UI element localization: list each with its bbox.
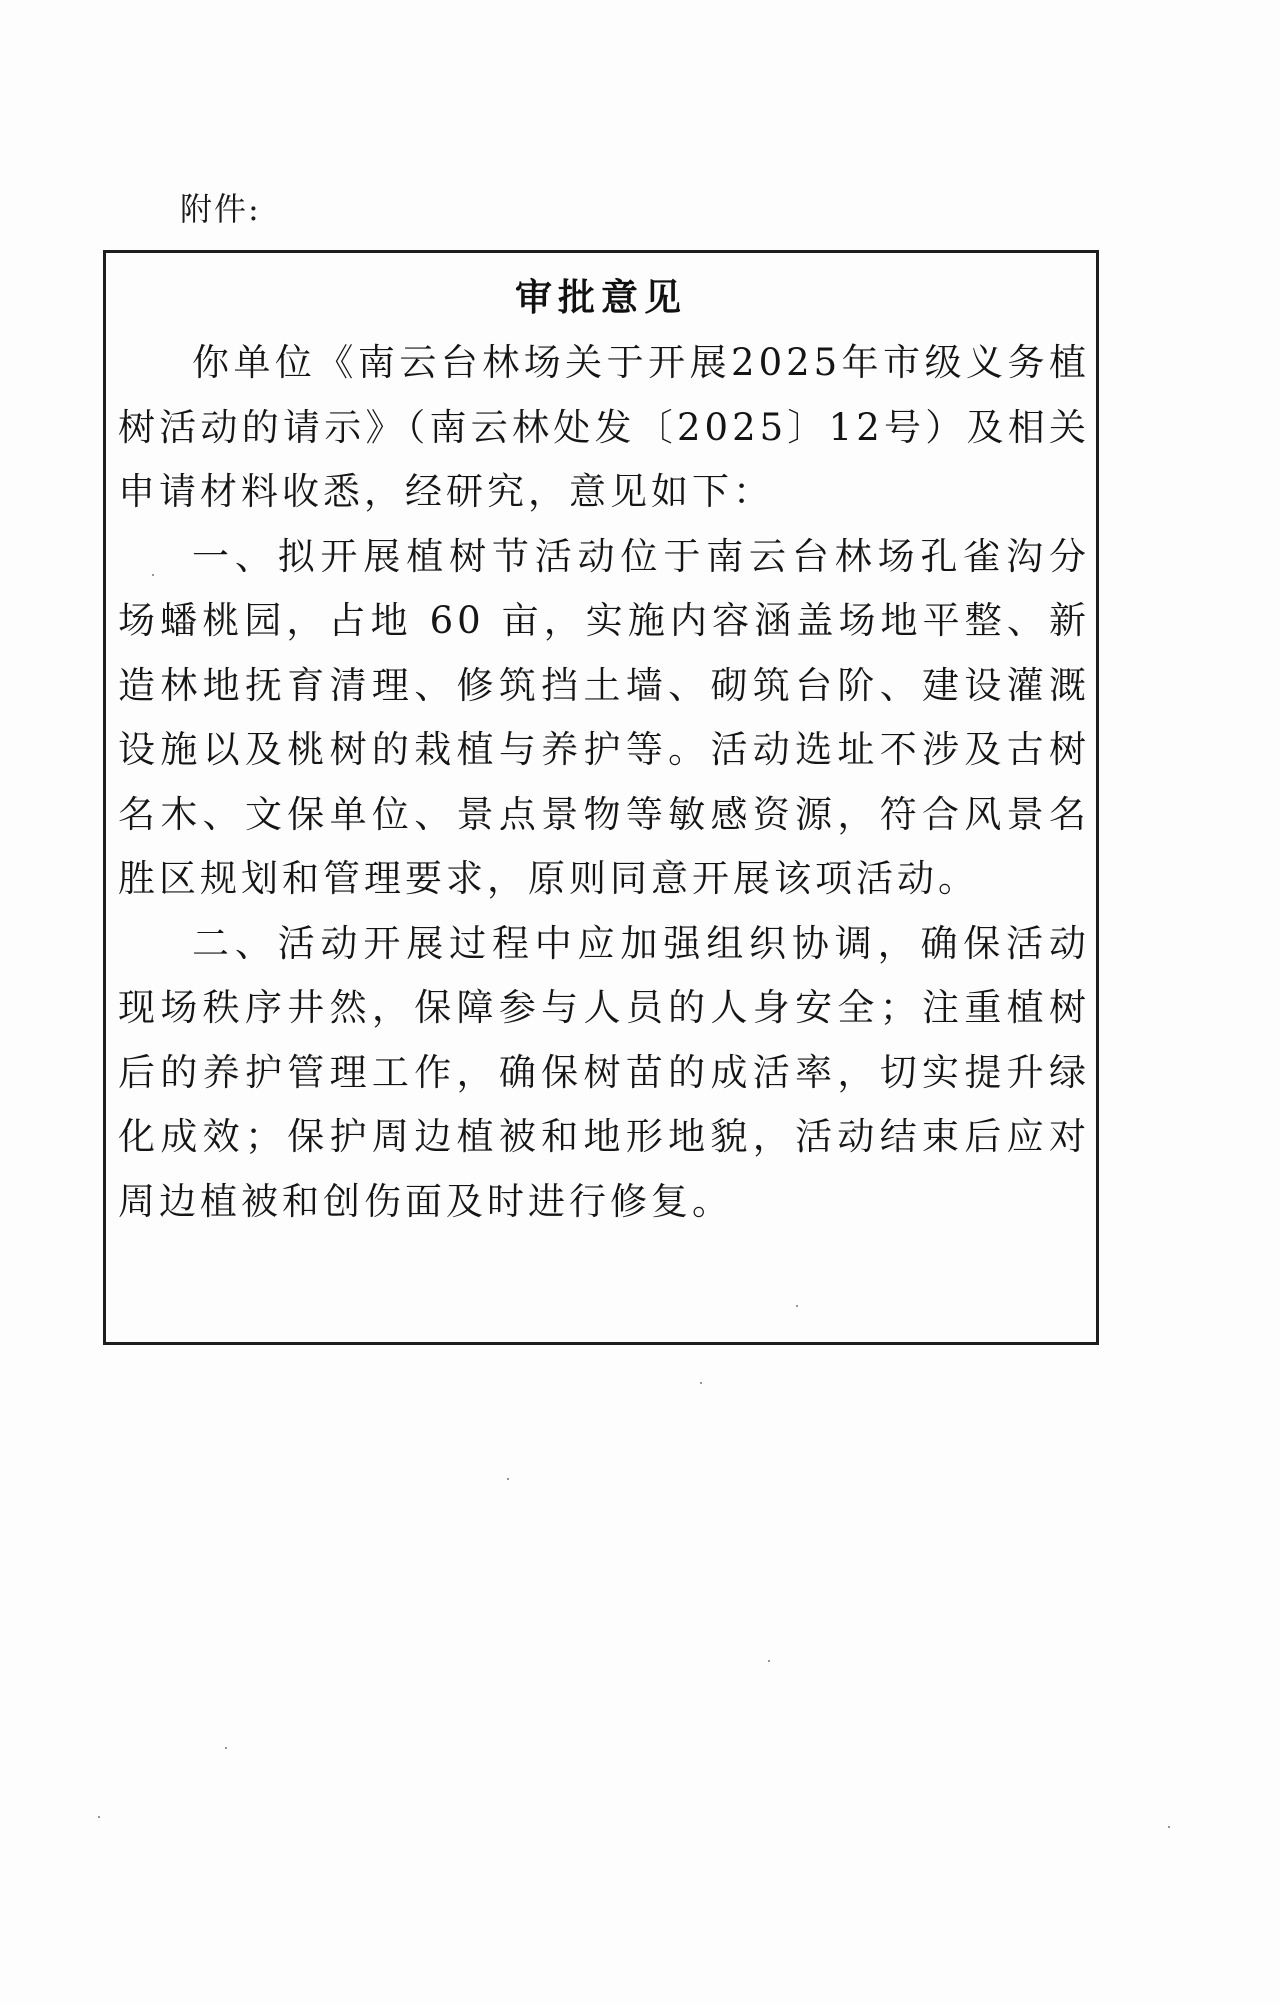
scan-speck [700,1382,702,1384]
scan-speck [796,1305,798,1307]
scan-speck [768,1660,770,1662]
scan-speck [98,1816,100,1818]
approval-opinion-box [103,250,1099,1345]
approval-title: 审批意见 [515,275,687,319]
approval-body [118,331,1090,1234]
attachment-label: 附件: [180,190,261,228]
scan-speck [152,574,154,576]
scan-speck [225,1747,227,1749]
scan-speck [1168,1826,1170,1828]
paragraph-item-two: 二、活动开展过程中应加强组织协调，确保活动现场秩序井然，保障参与人员的人身安全；注重植树后的养护管理工作，确保树苗的成活率，切实提升绿化成效；保护周边植被和地形地貌，活动结束后应对周边植被和创伤面及时进行修复。 [118,921,1090,1223]
scan-speck [507,1478,509,1480]
paragraph-intro: 你单位《南云台林场关于开展2025年市级义务植树活动的请示》（南云林处发〔2025〕12号）及相关申请材料收悉，经研究，意见如下： [118,341,1090,513]
paragraph-item-one: 一、拟开展植树节活动位于南云台林场孔雀沟分场蟠桃园，占地 60 亩，实施内容涵盖场地平整、新造林地抚育清理、修筑挡土墙、砌筑台阶、建设灌溉设施以及桃树的栽植与养护等。活动选址不涉及古树名木、文保单位、景点景物等敏感资源，符合风景名胜区规划和管理要求，原则同意开展该项活动。 [118,534,1090,900]
